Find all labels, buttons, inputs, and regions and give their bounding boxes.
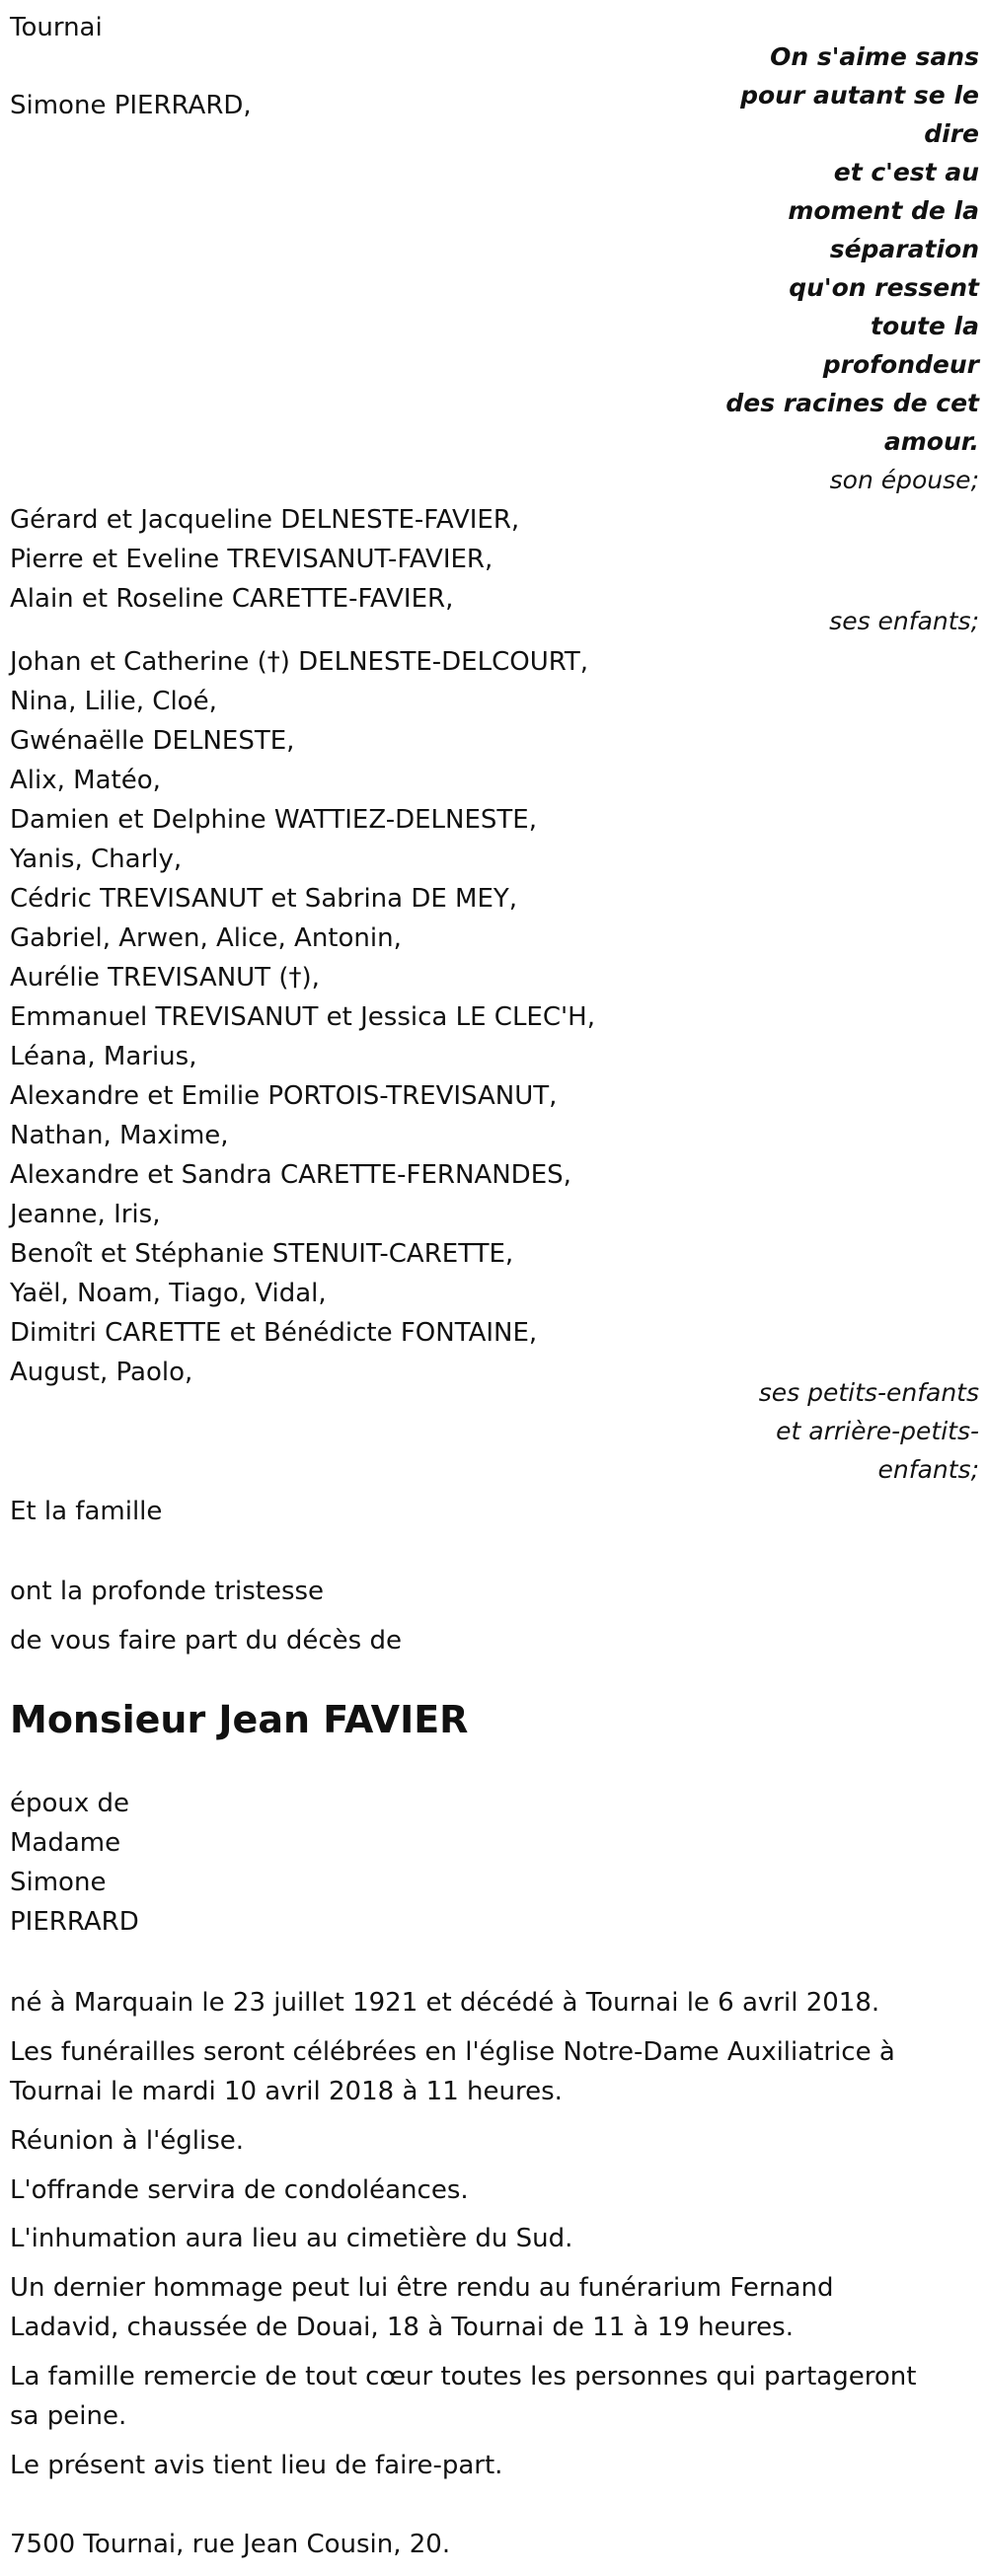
child-line: Pierre et Eveline TREVISANUT-FAVIER, xyxy=(10,545,494,574)
child-line: Alain et Roseline CARETTE-FAVIER, xyxy=(10,584,454,614)
grandchild-line: Jeanne, Iris, xyxy=(10,1200,161,1229)
grandchild-line: Alexandre et Emilie PORTOIS-TREVISANUT, xyxy=(10,1081,558,1111)
announce-line: ont la profonde tristesse xyxy=(10,1577,325,1606)
quote-line: séparation xyxy=(829,235,979,263)
grandchild-line: Emmanuel TREVISANUT et Jessica LE CLEC'H, xyxy=(10,1002,595,1032)
grandchild-line: Nina, Lilie, Cloé, xyxy=(10,687,217,716)
grandchild-line: Aurélie TREVISANUT (†), xyxy=(10,963,320,993)
detail-line: L'inhumation aura lieu au cimetière du Sud. xyxy=(10,2224,573,2253)
grandchild-line: Dimitri CARETTE et Bénédicte FONTAINE, xyxy=(10,1318,538,1348)
spouse-role: son épouse; xyxy=(829,466,979,494)
spouse-of-line: époux de xyxy=(10,1789,130,1818)
quote-line: pour autant se le xyxy=(740,81,979,110)
grandchild-line: Gabriel, Arwen, Alice, Antonin, xyxy=(10,923,402,953)
quote-line: amour. xyxy=(883,427,979,456)
grandchildren-role-line: enfants; xyxy=(877,1455,979,1484)
quote-line: profondeur xyxy=(822,350,979,379)
grandchild-line: Nathan, Maxime, xyxy=(10,1121,229,1150)
quote-line: et c'est au xyxy=(833,158,979,186)
family-line: Et la famille xyxy=(10,1497,163,1526)
detail-line: Le présent avis tient lieu de faire-part. xyxy=(10,2451,503,2480)
child-line: Gérard et Jacqueline DELNESTE-FAVIER, xyxy=(10,505,520,535)
detail-line: Tournai le mardi 10 avril 2018 à 11 heures. xyxy=(10,2077,563,2106)
spouse-of-line: PIERRARD xyxy=(10,1907,139,1937)
grandchild-line: Cédric TREVISANUT et Sabrina DE MEY, xyxy=(10,884,518,914)
grandchildren-role-line: ses petits-enfants xyxy=(758,1378,979,1407)
announce-line: de vous faire part du décès de xyxy=(10,1626,402,1656)
grandchild-line: Benoît et Stéphanie STENUIT-CARETTE, xyxy=(10,1239,514,1269)
address-line: 7500 Tournai, rue Jean Cousin, 20. xyxy=(10,2530,451,2559)
quote-line: moment de la xyxy=(788,196,979,225)
children-role: ses enfants; xyxy=(829,607,979,635)
spouse-of-line: Madame xyxy=(10,1828,121,1858)
quote-line: qu'on ressent xyxy=(789,273,979,302)
city-heading: Tournai xyxy=(10,13,103,42)
quote-line: On s'aime sans xyxy=(770,42,979,71)
detail-line: Réunion à l'église. xyxy=(10,2126,245,2156)
grandchild-line: Yanis, Charly, xyxy=(10,845,183,874)
quote-line: toute la xyxy=(871,312,979,340)
detail-line: Ladavid, chaussée de Douai, 18 à Tournai de 11 à 19 heures. xyxy=(10,2313,794,2342)
detail-line: Un dernier hommage peut lui être rendu au funérarium Fernand xyxy=(10,2273,834,2303)
detail-line: L'offrande servira de condoléances. xyxy=(10,2175,469,2205)
detail-line: Les funérailles seront célébrées en l'église Notre-Dame Auxiliatrice à xyxy=(10,2037,895,2067)
grandchildren-role-line: et arrière-petits- xyxy=(776,1417,979,1445)
grandchild-line: Damien et Delphine WATTIEZ-DELNESTE, xyxy=(10,805,537,835)
grandchild-line: Alix, Matéo, xyxy=(10,766,161,795)
detail-line: La famille remercie de tout cœur toutes les personnes qui partageront xyxy=(10,2362,917,2392)
quote-line: dire xyxy=(924,119,979,148)
grandchild-line: August, Paolo, xyxy=(10,1358,193,1387)
quote-line: des racines de cet xyxy=(725,389,979,417)
detail-line: sa peine. xyxy=(10,2401,127,2431)
grandchild-line: Johan et Catherine (†) DELNESTE-DELCOURT, xyxy=(10,647,589,677)
spouse-of-line: Simone xyxy=(10,1868,107,1897)
grandchild-line: Yaël, Noam, Tiago, Vidal, xyxy=(10,1279,327,1308)
grandchild-line: Alexandre et Sandra CARETTE-FERNANDES, xyxy=(10,1160,571,1190)
spouse-name: Simone PIERRARD, xyxy=(10,91,252,120)
detail-line: né à Marquain le 23 juillet 1921 et décédé à Tournai le 6 avril 2018. xyxy=(10,1988,880,2018)
grandchild-line: Léana, Marius, xyxy=(10,1042,197,1071)
deceased-name: Monsieur Jean FAVIER xyxy=(10,1698,469,1741)
grandchild-line: Gwénaëlle DELNESTE, xyxy=(10,726,295,756)
